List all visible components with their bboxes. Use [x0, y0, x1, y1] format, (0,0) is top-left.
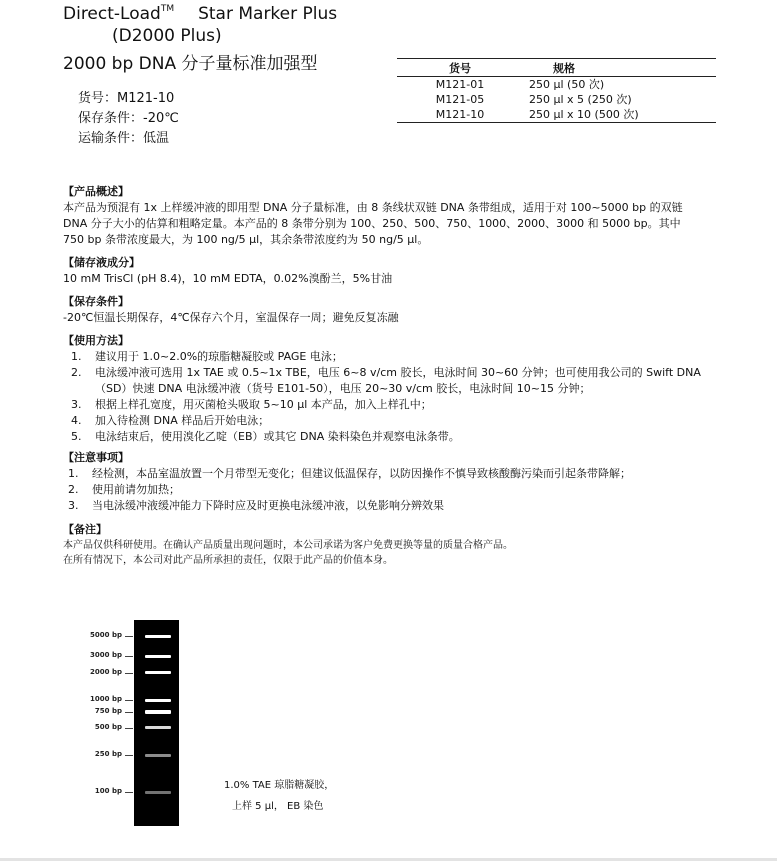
table-row	[397, 107, 716, 122]
gel-band-tick	[125, 712, 133, 713]
section-body	[63, 466, 720, 514]
gel-band-tick	[125, 755, 133, 756]
section-title: 【注意事项】	[63, 451, 129, 464]
paragraph-line: DNA 分子大小的估算和粗略定量。本产品的 8 条带分别为 100、250、500、750、1000、2000、3000 和 5000 bp。其中	[63, 217, 681, 230]
list-text	[95, 397, 720, 413]
gel-band-tick	[125, 792, 133, 793]
gel-caption-line1: 1.0% TAE 琼脂糖凝胶，	[224, 780, 335, 791]
section-title: 【备注】	[63, 523, 107, 536]
product-code: (D2000 Plus)	[112, 26, 222, 46]
product-info	[78, 89, 179, 149]
list-line: 根据上样孔宽度，用灭菌枪头吸取 5~10 µl 本产品，加入上样孔中；	[95, 398, 432, 411]
gel-band-tick	[125, 728, 133, 729]
gel-band	[145, 791, 171, 794]
list-item	[63, 365, 720, 397]
list-item	[63, 413, 720, 429]
catalog-number: 货号：M121-10	[78, 91, 175, 106]
transport-condition: 运输条件：低温	[78, 131, 170, 146]
gel-band	[145, 655, 171, 658]
table-header	[397, 61, 716, 76]
list-item	[63, 349, 720, 365]
list-text	[95, 413, 720, 429]
section-body	[63, 349, 720, 445]
storage-condition: 保存条件：-20℃	[78, 111, 179, 126]
list-line: 建议用于 1.0~2.0%的琼脂糖凝胶或 PAGE 电泳；	[95, 350, 343, 363]
list-item	[63, 397, 720, 413]
gel-band-label: 250 bp	[94, 750, 122, 759]
gel-band-label: 100 bp	[94, 787, 122, 795]
list-number: 4.	[71, 414, 82, 427]
trademark: TM	[160, 4, 175, 14]
gel-band	[145, 699, 171, 702]
remarks-section	[63, 522, 720, 568]
gel-band-label: 500 bp	[94, 722, 122, 731]
section-body	[63, 200, 720, 248]
table-row	[397, 92, 716, 107]
product-name: Star Marker Plus	[198, 4, 338, 24]
section-title: 【保存条件】	[63, 295, 129, 308]
section-title: 【产品概述】	[63, 185, 129, 198]
list-number: 1.	[71, 350, 82, 363]
section-body: 10 mM TrisCl (pH 8.4)，10 mM EDTA，0.02%溴酚兰，5%甘油	[63, 272, 393, 285]
list-number: 3.	[68, 499, 79, 512]
list-line: 加入待检测 DNA 样品后开始电泳；	[95, 414, 270, 427]
buffer-section	[63, 255, 720, 287]
gel-band-label: 5000 bp	[90, 631, 122, 639]
notes-section	[63, 450, 720, 514]
gel-caption-line2: 上样 5 µl， EB 染色	[232, 801, 324, 812]
list-text	[95, 349, 720, 365]
spec-table	[397, 58, 716, 123]
section-title: 【使用方法】	[63, 334, 129, 347]
gel-band-label: 3000 bp	[90, 651, 122, 660]
list-number: 2.	[68, 483, 79, 496]
table-cell: 250 µl (50 次)	[529, 78, 605, 91]
section-body	[63, 538, 720, 568]
paragraph-line: 本产品仅供科研使用。在确认产品质量出现问题时，本公司承诺为客户免费更换等量的质量合格产品。	[63, 540, 513, 551]
product-title	[63, 4, 337, 24]
list-item	[63, 466, 720, 482]
gel-band-label: 750 bp	[94, 706, 122, 715]
gel-band	[145, 726, 171, 729]
list-item	[63, 482, 720, 498]
table-rule-bottom	[397, 122, 716, 123]
table-cell: M121-05	[435, 93, 485, 106]
gel-band-tick	[125, 636, 133, 637]
list-number: 2.	[71, 366, 82, 379]
list-item	[63, 498, 720, 514]
table-cell: M121-01	[435, 78, 485, 91]
gel-band	[145, 635, 171, 638]
table-cell: 250 µl x 5 (250 次)	[529, 93, 632, 106]
overview-section	[63, 184, 720, 248]
list-number: 1.	[68, 467, 79, 480]
section-body: -20℃恒温长期保存，4℃保存六个月，室温保存一周；避免反复冻融	[63, 311, 399, 324]
gel-image	[134, 620, 179, 826]
paragraph-line: 本产品为预混有 1x 上样缓冲液的即用型 DNA 分子量标准，由 8 条线状双链 DNA 条带组成，适用于对 100~5000 bp 的双链	[63, 201, 683, 214]
list-number: 5.	[71, 430, 82, 443]
gel-band-label: 1000 bp	[90, 695, 122, 704]
list-text: 经检测，本品室温放置一个月带型无变化；但建议低温保存，以防因操作不慎导致核酸酶污染而引起条带降解；	[92, 467, 631, 480]
storage-section	[63, 294, 720, 326]
gel-band	[145, 754, 171, 757]
list-number: 3.	[71, 398, 82, 411]
gel-band-label: 2000 bp	[90, 667, 122, 676]
gel-band	[145, 671, 171, 674]
list-line: 电泳结束后，使用溴化乙啶（EB）或其它 DNA 染料染色并观察电泳条带。	[95, 430, 460, 443]
table-cell: M121-10	[435, 108, 485, 121]
product-chinese-name: 2000 bp DNA 分子量标准加强型	[63, 54, 318, 74]
header-catalog: 货号	[449, 62, 471, 75]
list-text	[95, 429, 720, 445]
list-line: 电泳缓冲液可选用 1x TAE 或 0.5~1x TBE，电压 6~8 v/cm 胶长，电泳时间 30~60 分钟；也可使用我公司的 Swift DNA	[95, 366, 701, 379]
table-cell: 250 µl x 10 (500 次)	[529, 108, 639, 121]
paragraph-line: 750 bp 条带浓度最大，为 100 ng/5 µl，其余条带浓度约为 50 ng/5 µl。	[63, 233, 429, 246]
list-text: 使用前请勿加热；	[92, 483, 180, 496]
table-rule-top	[397, 58, 716, 59]
gel-band	[145, 710, 171, 714]
paragraph-line: 在所有情况下，本公司对此产品所承担的责任，仅限于此产品的价值本身。	[63, 555, 393, 566]
list-line: （SD）快速 DNA 电泳缓冲液（货号 E101-50），电压 20~30 v/cm 胶长，电泳时间 10~15 分钟；	[95, 382, 591, 395]
brand-name: Direct-Load	[63, 4, 161, 24]
gel-band-tick	[125, 656, 133, 657]
section-title: 【储存液成分】	[63, 256, 140, 269]
list-text: 当电泳缓冲液缓冲能力下降时应及时更换电泳缓冲液，以免影响分辨效果	[92, 499, 444, 512]
list-item	[63, 429, 720, 445]
list-text	[95, 365, 720, 397]
usage-section	[63, 333, 720, 445]
gel-band-tick	[125, 700, 133, 701]
gel-band-tick	[125, 673, 133, 674]
header-spec: 规格	[553, 62, 575, 75]
table-row	[397, 77, 716, 92]
